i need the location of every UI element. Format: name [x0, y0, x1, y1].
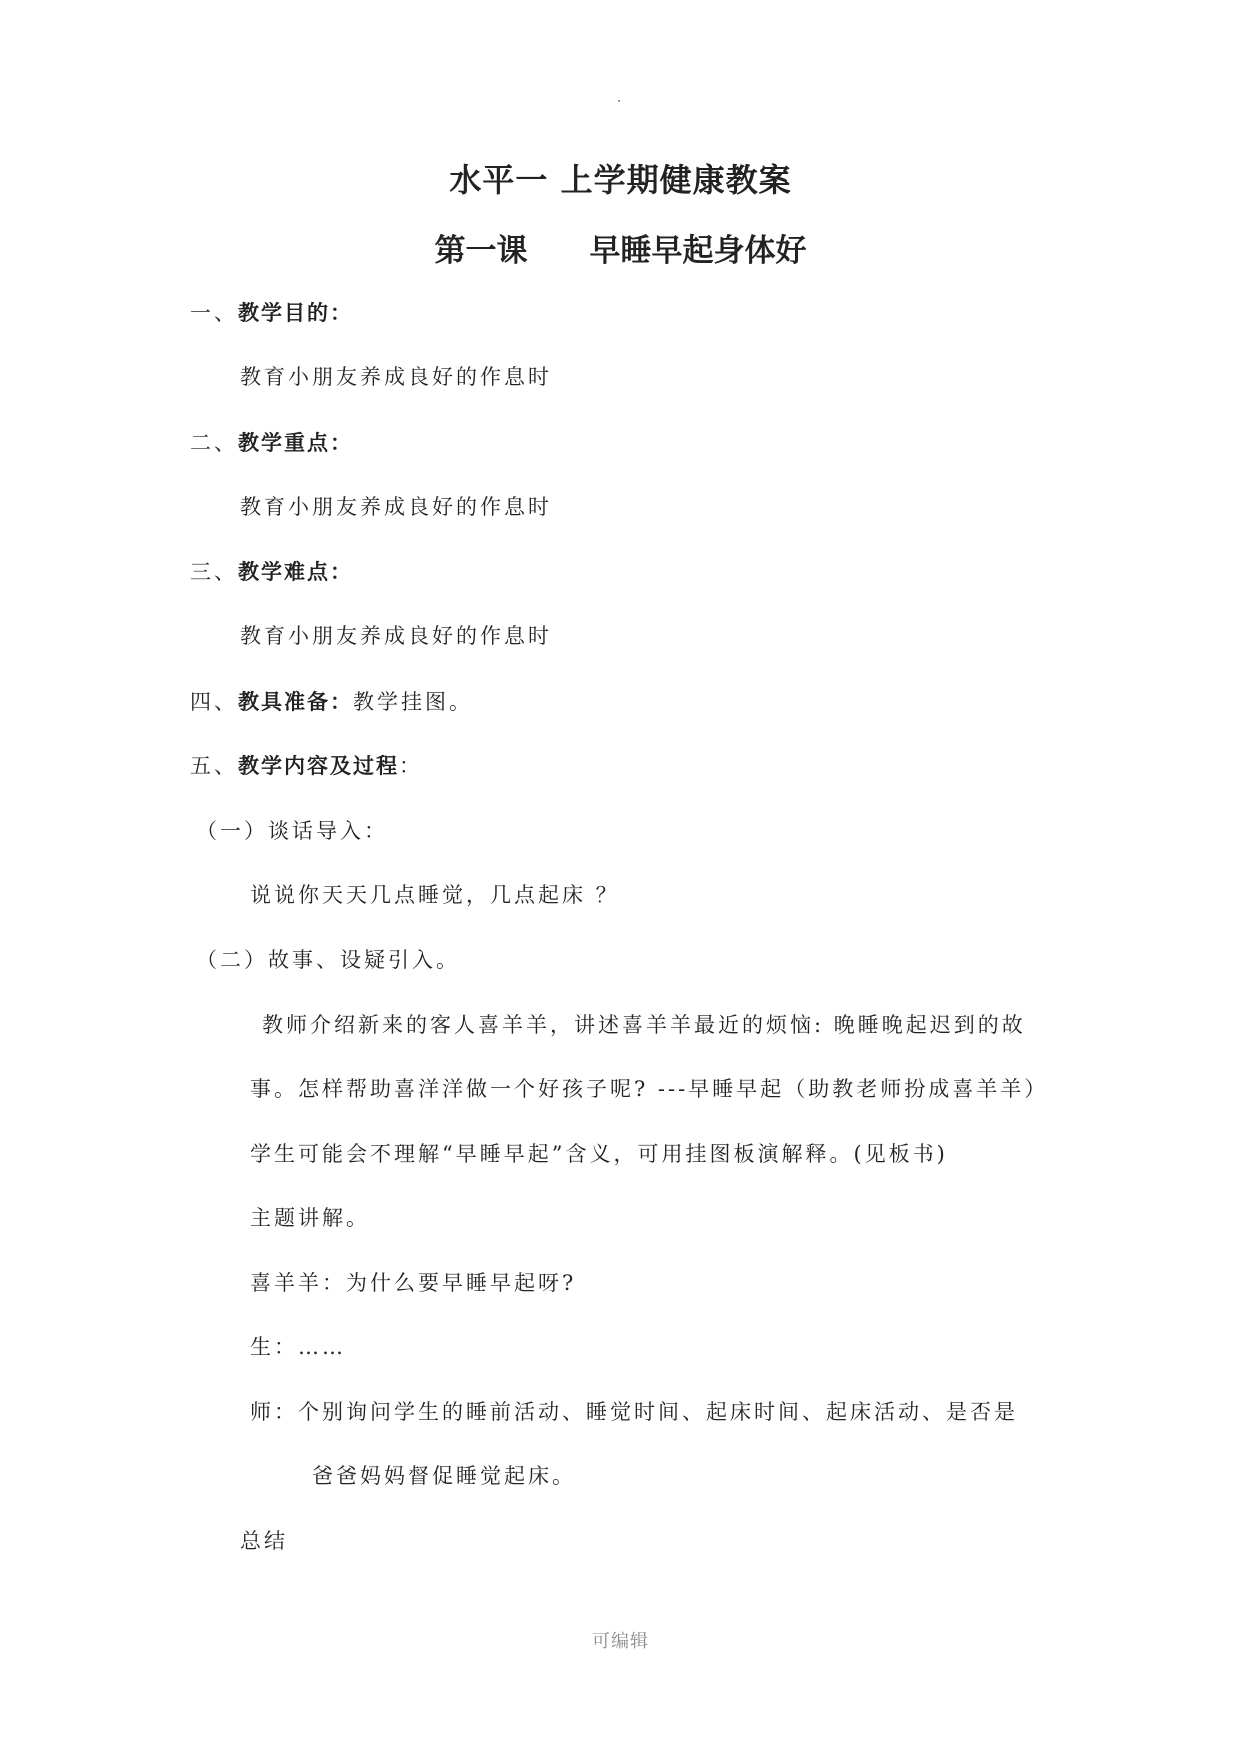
lesson-heading	[0, 225, 1241, 270]
section-title: 教具准备	[238, 690, 330, 714]
section-title: 教学难点	[238, 560, 330, 584]
section-number: 四、	[190, 690, 238, 714]
dialogue-line: 生：……	[250, 1335, 346, 1359]
section-5-heading	[190, 751, 423, 781]
section-body: 教学挂图。	[353, 690, 473, 714]
section-number: 三、	[190, 560, 238, 584]
dialogue-line: 师：个别询问学生的睡前活动、睡觉时间、起床时间、起床活动、是否是	[250, 1400, 1018, 1424]
section-2-body: 教育小朋友养成良好的作息时	[240, 495, 552, 519]
section-number: 二、	[190, 431, 238, 455]
section-title: 教学内容及过程	[238, 754, 399, 778]
section-colon: ：	[330, 690, 353, 714]
header-dot	[618, 100, 620, 102]
dialogue-line: 喜羊羊：为什么要早睡早起呀?	[250, 1271, 577, 1295]
part-1-label: （一）谈话导入：	[196, 819, 388, 843]
paragraph-line: 事。怎样帮助喜洋洋做一个好孩子呢? ---早睡早起（助教老师扮成喜羊羊）	[250, 1077, 1049, 1101]
section-3-body: 教育小朋友养成良好的作息时	[240, 624, 552, 648]
section-4-line	[190, 687, 473, 717]
summary-heading: 总结	[240, 1529, 288, 1553]
part-2-label: （二）故事、设疑引入。	[196, 948, 460, 972]
section-colon: ：	[399, 754, 423, 778]
section-number: 五、	[190, 754, 238, 778]
section-colon: ：	[330, 431, 353, 455]
section-2-heading	[190, 428, 353, 458]
section-colon: ：	[330, 301, 353, 325]
lesson-title: 早睡早起身体好	[589, 233, 807, 269]
paragraph-line: 主题讲解。	[250, 1206, 370, 1230]
paragraph-line: 教师介绍新来的客人喜羊羊，讲述喜羊羊最近的烦恼: 晚睡晚起迟到的故	[262, 1013, 1026, 1037]
section-title: 教学重点	[238, 431, 330, 455]
section-1-heading	[190, 298, 353, 328]
dialogue-line: 爸爸妈妈督促睡觉起床。	[312, 1464, 576, 1488]
document-title: 水平一 上学期健康教案	[449, 161, 792, 199]
part-1-question: 说说你天天几点睡觉，几点起床 ？	[250, 883, 620, 907]
section-3-heading	[190, 557, 353, 587]
section-title: 教学目的	[238, 301, 330, 325]
lesson-number: 第一课	[434, 233, 528, 269]
paragraph-line: 学生可能会不理解“早睡早起”含义，可用挂图板演解释。(见板书)	[250, 1142, 948, 1166]
section-1-body: 教育小朋友养成良好的作息时	[240, 365, 552, 389]
section-number: 一、	[190, 301, 238, 325]
page-footer: 可编辑	[592, 1631, 649, 1652]
section-colon: ：	[330, 560, 353, 584]
